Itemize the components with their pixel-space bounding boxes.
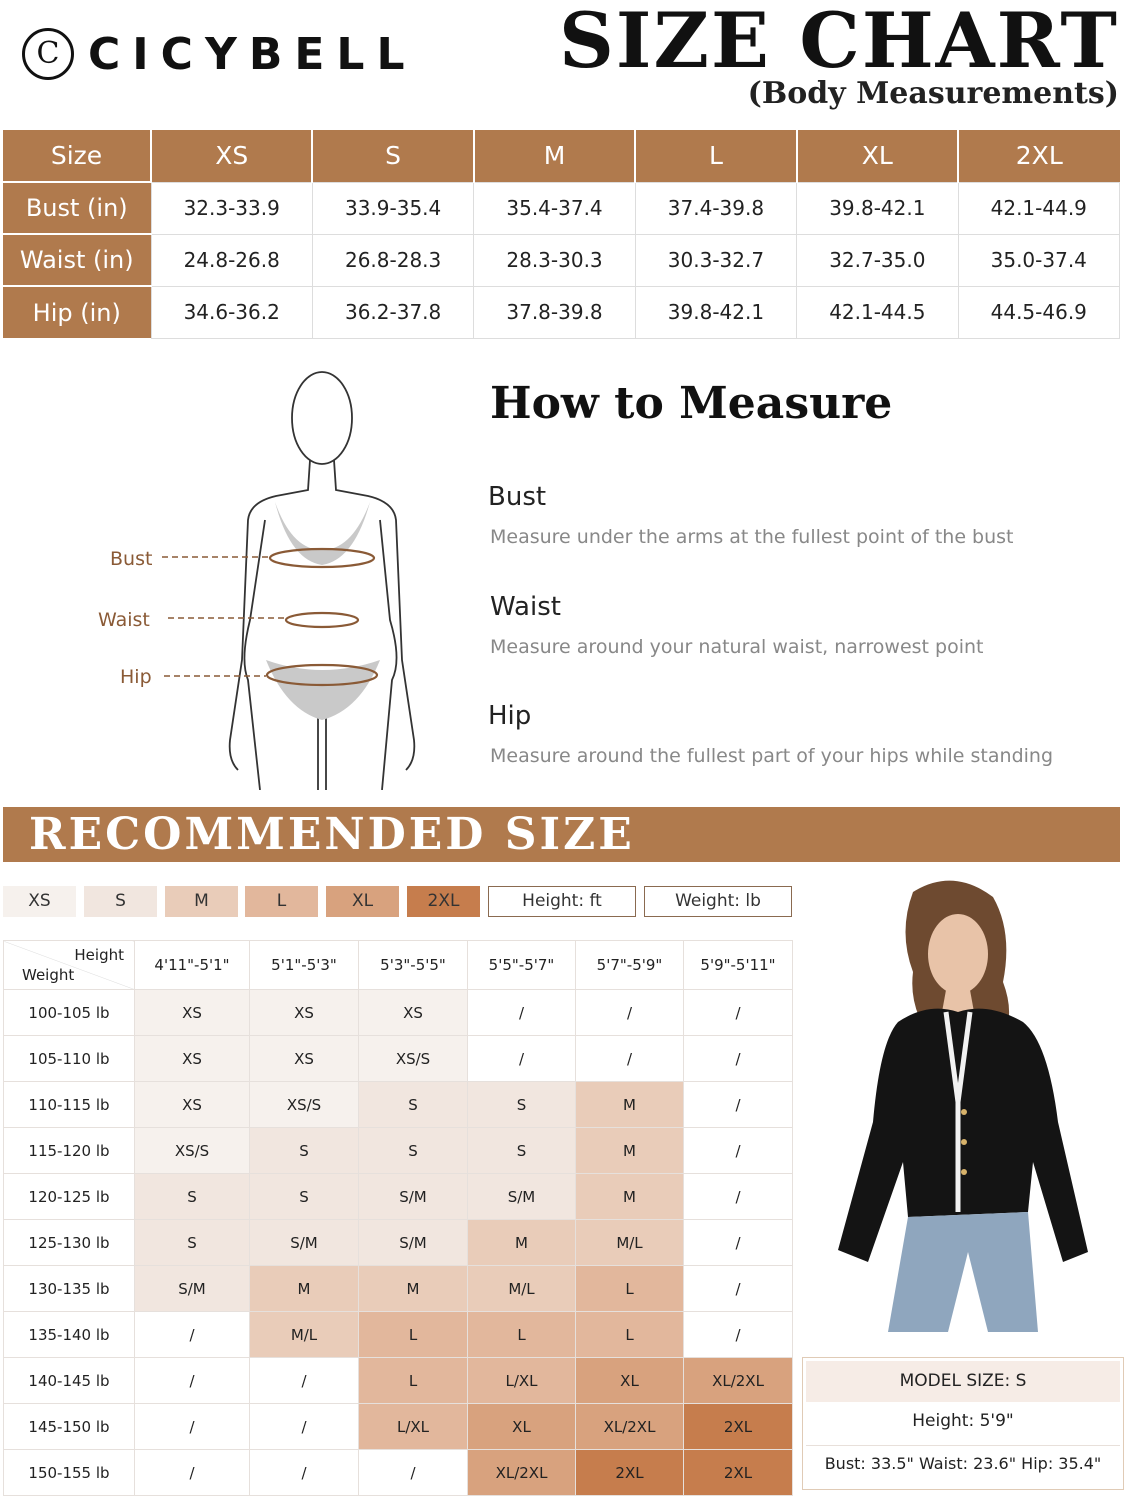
size-cell: S: [135, 1174, 250, 1220]
size-cell: M/L: [576, 1220, 684, 1266]
size-col-header: 2XL: [958, 130, 1119, 182]
size-cell: /: [684, 1312, 793, 1358]
corner-cell: [4, 941, 135, 990]
size-cell: 2XL: [576, 1450, 684, 1496]
size-cell: XS: [135, 1082, 250, 1128]
recommended-banner: [3, 807, 1120, 862]
size-cell: XS/S: [359, 1036, 468, 1082]
size-cell: M: [576, 1174, 684, 1220]
recommended-size-table: [3, 940, 793, 1496]
size-cell: M/L: [468, 1266, 576, 1312]
legend-weight-unit: Weight: lb: [644, 886, 792, 917]
size-cell: /: [250, 1450, 359, 1496]
table-row: [4, 1450, 793, 1496]
size-cell: L: [359, 1312, 468, 1358]
table-cell: 37.8-39.8: [474, 286, 635, 338]
figure-label-waist: Waist: [98, 609, 150, 631]
size-cell: L: [576, 1312, 684, 1358]
measure-heading-hip: Hip: [488, 701, 532, 731]
table-row: [4, 1312, 793, 1358]
table-cell: 36.2-37.8: [312, 286, 473, 338]
recommended-title: RECOMMENDED SIZE: [29, 809, 635, 860]
size-cell: /: [359, 1450, 468, 1496]
weight-label: 130-135 lb: [4, 1266, 135, 1312]
size-cell: 2XL: [684, 1404, 793, 1450]
table-row: [4, 1036, 793, 1082]
height-col-header: 5'7"-5'9": [576, 941, 684, 990]
model-size: MODEL SIZE: S: [806, 1361, 1120, 1402]
size-col-header: XS: [151, 130, 312, 182]
model-face: [928, 914, 988, 994]
size-cell: S: [250, 1174, 359, 1220]
height-col-header: 5'3"-5'5": [359, 941, 468, 990]
size-cell: XL: [576, 1358, 684, 1404]
page-title: SIZE CHART: [559, 0, 1119, 85]
table-cell: 35.0-37.4: [958, 234, 1119, 286]
legend-xs: XS: [3, 886, 76, 917]
figure-left-side: [244, 520, 265, 790]
size-cell: S: [250, 1128, 359, 1174]
size-cell: XL/2XL: [468, 1450, 576, 1496]
size-cell: L/XL: [468, 1358, 576, 1404]
size-cell: M: [468, 1220, 576, 1266]
size-cell: S: [359, 1082, 468, 1128]
size-cell: S/M: [468, 1174, 576, 1220]
size-cell: /: [468, 1036, 576, 1082]
model-neck: [942, 990, 974, 1012]
size-cell: S: [468, 1082, 576, 1128]
size-cell: S: [468, 1128, 576, 1174]
how-to-measure-title: How to Measure: [490, 378, 893, 429]
table-cell: 26.8-28.3: [312, 234, 473, 286]
size-cell: M: [576, 1082, 684, 1128]
waist-measure-line: [286, 613, 358, 627]
brand-logo: [22, 28, 416, 80]
height-header-row: [4, 941, 793, 990]
size-cell: XL/2XL: [684, 1358, 793, 1404]
size-col-header: M: [474, 130, 635, 182]
legend-s: S: [84, 886, 157, 917]
weight-label: 100-105 lb: [4, 990, 135, 1036]
size-cell: M: [250, 1266, 359, 1312]
height-col-header: 4'11"-5'1": [135, 941, 250, 990]
height-col-header: 5'9"-5'11": [684, 941, 793, 990]
table-cell: 28.3-30.3: [474, 234, 635, 286]
size-cell: /: [135, 1312, 250, 1358]
size-cell: /: [135, 1404, 250, 1450]
size-cell: XS: [135, 990, 250, 1036]
table-cell: 39.8-42.1: [635, 286, 796, 338]
weight-label: 145-150 lb: [4, 1404, 135, 1450]
legend-height-unit: Height: ft: [488, 886, 636, 917]
table-row: [3, 234, 1120, 286]
size-cell: /: [684, 1220, 793, 1266]
table-cell: 33.9-35.4: [312, 182, 473, 234]
figure-label-bust: Bust: [110, 548, 153, 570]
row-label: Bust (in): [3, 182, 151, 234]
logo-mark-icon: C: [22, 28, 74, 80]
size-col-header: L: [635, 130, 796, 182]
weight-label: 120-125 lb: [4, 1174, 135, 1220]
table-cell: 24.8-26.8: [151, 234, 312, 286]
measure-heading-bust: Bust: [488, 482, 547, 512]
figure-right-side: [380, 520, 397, 790]
size-cell: S: [359, 1128, 468, 1174]
size-cell: /: [684, 1082, 793, 1128]
table-cell: 32.7-35.0: [797, 234, 958, 286]
legend-m: M: [165, 886, 238, 917]
size-cell: M: [359, 1266, 468, 1312]
model-info-box: [802, 1357, 1124, 1490]
table-row: [4, 990, 793, 1036]
size-cell: /: [468, 990, 576, 1036]
size-cell: XS/S: [250, 1082, 359, 1128]
size-cell: XL/2XL: [576, 1404, 684, 1450]
measure-desc-bust: Measure under the arms at the fullest point of the bust: [490, 526, 1014, 548]
size-cell: XS/S: [135, 1128, 250, 1174]
model-info-divider: [806, 1445, 1120, 1446]
table-row: [4, 1082, 793, 1128]
table-cell: 44.5-46.9: [958, 286, 1119, 338]
height-col-header: 5'5"-5'7": [468, 941, 576, 990]
table-cell: 42.1-44.9: [958, 182, 1119, 234]
model-photo: [818, 872, 1114, 1342]
size-cell: XS: [359, 990, 468, 1036]
model-measurements: Bust: 33.5" Waist: 23.6" Hip: 35.4": [824, 1454, 1102, 1473]
weight-label: 125-130 lb: [4, 1220, 135, 1266]
size-cell: /: [576, 1036, 684, 1082]
size-cell: 2XL: [684, 1450, 793, 1496]
weight-label: 140-145 lb: [4, 1358, 135, 1404]
size-cell: M: [576, 1128, 684, 1174]
model-button: [961, 1109, 967, 1115]
size-cell: XS: [250, 1036, 359, 1082]
table-row: [4, 1128, 793, 1174]
size-cell: XS: [250, 990, 359, 1036]
body-figure-illustration: [90, 360, 450, 790]
table-row: [4, 1174, 793, 1220]
table-row: [4, 1266, 793, 1312]
model-jeans: [888, 1212, 1038, 1332]
measure-desc-waist: Measure around your natural waist, narrowest point: [490, 636, 984, 658]
size-cell: L/XL: [359, 1404, 468, 1450]
size-cell: /: [250, 1404, 359, 1450]
row-label: Hip (in): [3, 286, 151, 338]
size-cell: L: [468, 1312, 576, 1358]
row-label: Waist (in): [3, 234, 151, 286]
corner-weight-label: Weight: [22, 966, 75, 984]
size-cell: L: [576, 1266, 684, 1312]
table-row: [4, 1220, 793, 1266]
size-cell: S/M: [359, 1220, 468, 1266]
model-button: [961, 1139, 967, 1145]
size-cell: M/L: [250, 1312, 359, 1358]
size-cell: /: [684, 1174, 793, 1220]
size-cell: /: [135, 1450, 250, 1496]
table-cell: 37.4-39.8: [635, 182, 796, 234]
figure-head: [292, 372, 352, 464]
size-chart-table: [3, 130, 1120, 339]
size-cell: S/M: [359, 1174, 468, 1220]
weight-label: 115-120 lb: [4, 1128, 135, 1174]
weight-label: 135-140 lb: [4, 1312, 135, 1358]
model-button: [961, 1169, 967, 1175]
weight-label: 105-110 lb: [4, 1036, 135, 1082]
corner-height-label: Height: [74, 946, 124, 964]
size-cell: /: [576, 990, 684, 1036]
table-cell: 32.3-33.9: [151, 182, 312, 234]
legend-l: L: [245, 886, 318, 917]
height-col-header: 5'1"-5'3": [250, 941, 359, 990]
table-row: [4, 1404, 793, 1450]
table-cell: 30.3-32.7: [635, 234, 796, 286]
table-cell: 39.8-42.1: [797, 182, 958, 234]
figure-top: [275, 502, 370, 565]
measure-heading-waist: Waist: [490, 592, 561, 622]
legend-xl: XL: [326, 886, 399, 917]
table-cell: 35.4-37.4: [474, 182, 635, 234]
brand-name: CICYBELL: [88, 28, 417, 80]
size-cell: /: [250, 1358, 359, 1404]
table-row: [3, 286, 1120, 338]
model-height: Height: 5'9": [912, 1411, 1014, 1431]
size-cell: XL: [468, 1404, 576, 1450]
table-row: [4, 1358, 793, 1404]
size-cell: /: [684, 1266, 793, 1312]
size-cell: /: [684, 990, 793, 1036]
table-cell: 34.6-36.2: [151, 286, 312, 338]
table-cell: 42.1-44.5: [797, 286, 958, 338]
weight-label: 110-115 lb: [4, 1082, 135, 1128]
size-cell: /: [684, 1036, 793, 1082]
size-cell: /: [135, 1358, 250, 1404]
measure-desc-hip: Measure around the fullest part of your hips while standing: [490, 745, 1054, 767]
size-header-row: [3, 130, 1120, 182]
size-cell: S/M: [135, 1266, 250, 1312]
weight-label: 150-155 lb: [4, 1450, 135, 1496]
figure-label-hip: Hip: [120, 666, 152, 688]
page-subtitle: (Body Measurements): [747, 76, 1119, 111]
size-cell: /: [684, 1128, 793, 1174]
size-cell: S/M: [250, 1220, 359, 1266]
size-cell: L: [359, 1358, 468, 1404]
legend-2xl: 2XL: [407, 886, 480, 917]
size-col-header: S: [312, 130, 473, 182]
table-row: [3, 182, 1120, 234]
size-col-header: Size: [3, 130, 151, 182]
size-cell: XS: [135, 1036, 250, 1082]
size-col-header: XL: [797, 130, 958, 182]
size-cell: S: [135, 1220, 250, 1266]
